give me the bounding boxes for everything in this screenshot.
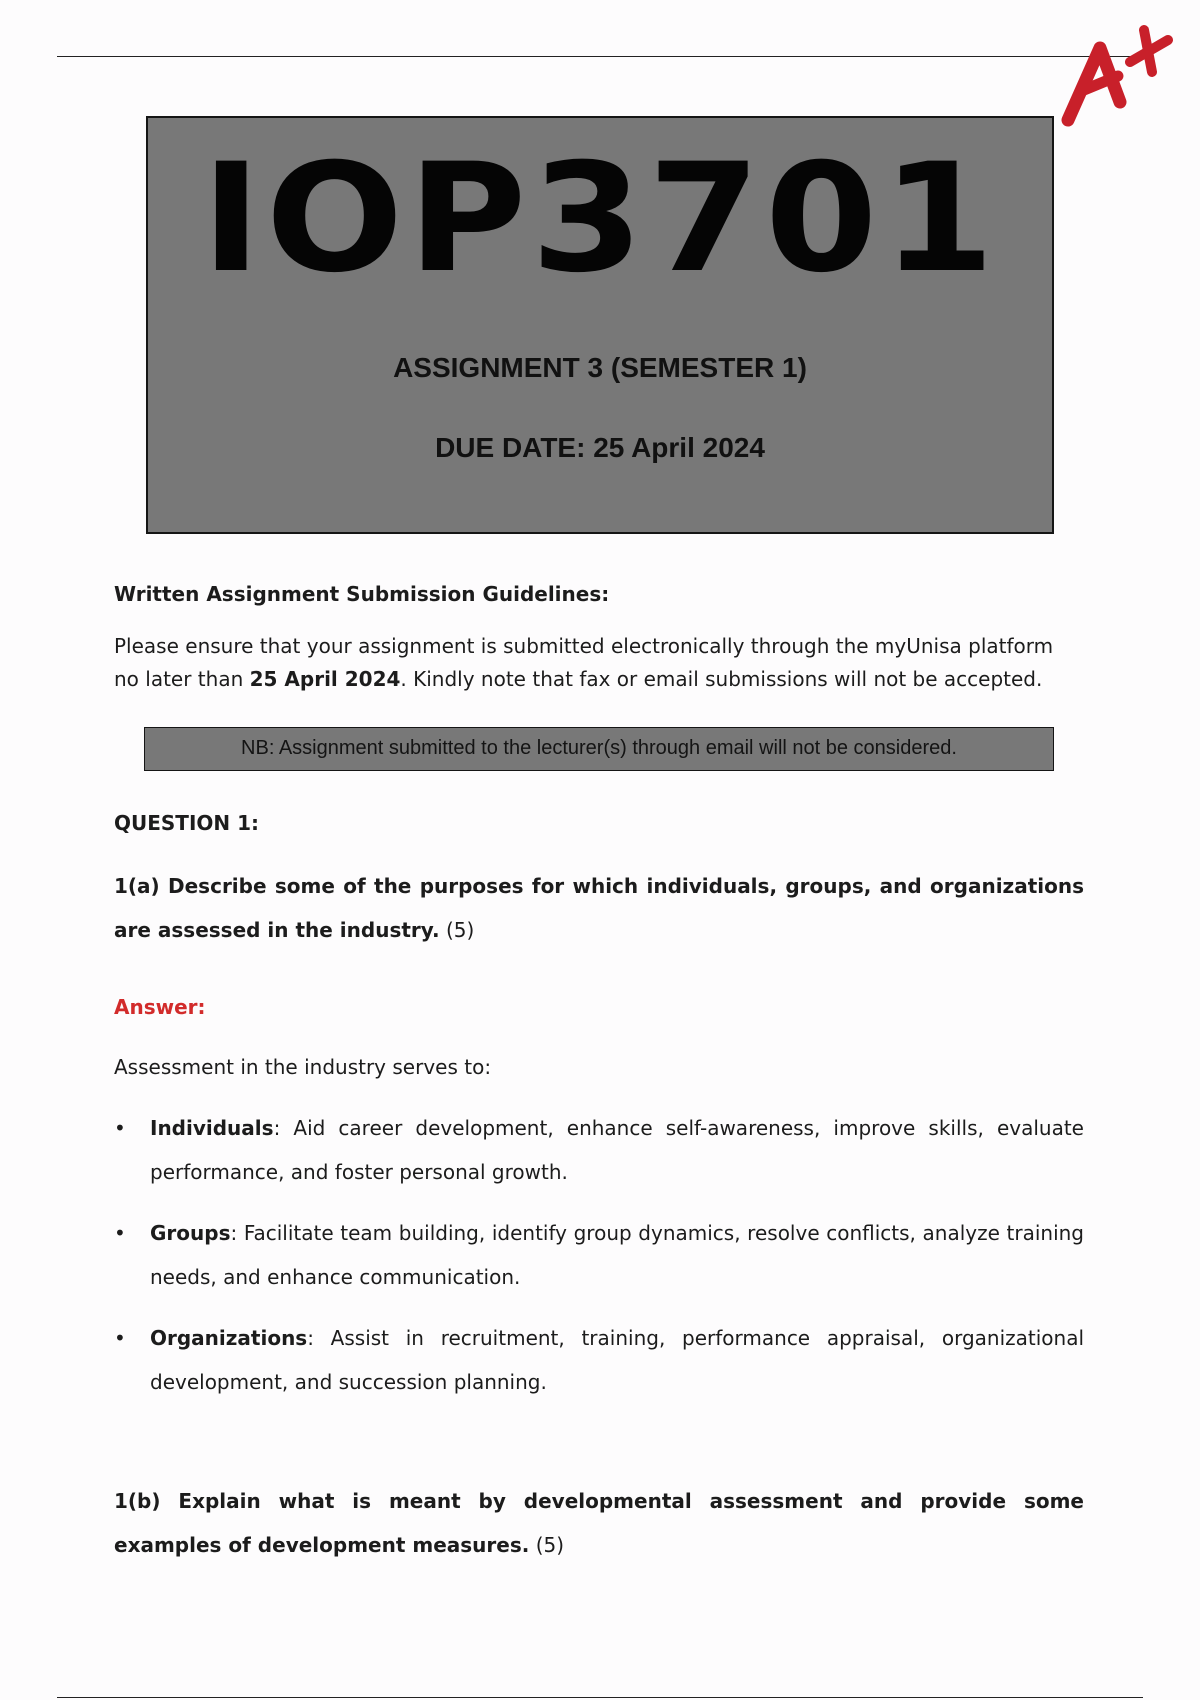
guidelines-heading: Written Assignment Submission Guidelines: (114, 582, 610, 606)
guidelines-body (114, 630, 1084, 696)
answer-label: Answer: (114, 995, 206, 1019)
question-1a-marks: (5) (445, 918, 475, 942)
list-item (114, 1106, 1084, 1194)
course-code: IOP3701 (201, 132, 999, 306)
answer-intro: Assessment in the industry serves to: (114, 1055, 492, 1079)
question-1a-text: 1(a) Describe some of the purposes for which individuals, groups, and organizations are assessed in the industry. (114, 874, 1084, 942)
bottom-rule (57, 1697, 1143, 1698)
question-1-heading: QUESTION 1: (114, 811, 260, 835)
bullet-marker: • (114, 1116, 126, 1140)
list-item (114, 1316, 1084, 1404)
bullet-text: : Facilitate team building, identify group dynamics, resolve conflicts, analyze training needs, and enhance communication. (150, 1221, 1084, 1289)
question-1b (114, 1479, 1084, 1567)
assignment-title: ASSIGNMENT 3 (SEMESTER 1) (393, 352, 807, 383)
guidelines-body-end: . Kindly note that fax or email submissions will not be accepted. (400, 667, 1043, 691)
bullet-term: Organizations (150, 1326, 308, 1350)
bullet-term: Groups (150, 1221, 231, 1245)
bullet-marker: • (114, 1326, 126, 1350)
bullet-text: : Assist in recruitment, training, performance appraisal, organizational development, and succession planning. (150, 1326, 1084, 1394)
bullet-term: Individuals (150, 1116, 274, 1140)
due-date: DUE DATE: 25 April 2024 (435, 432, 765, 463)
question-1b-marks: (5) (535, 1533, 565, 1557)
answer-bullet-list (114, 1106, 1084, 1421)
top-rule (57, 56, 1143, 57)
question-1a (114, 864, 1084, 952)
bullet-marker: • (114, 1221, 126, 1245)
guidelines-due-date: 25 April 2024 (249, 667, 401, 691)
bullet-text: : Aid career development, enhance self-awareness, improve skills, evaluate performance, and foster personal growth. (150, 1116, 1084, 1184)
list-item (114, 1211, 1084, 1299)
grade-stamp-a-plus-icon (1060, 22, 1180, 137)
cover-box (146, 116, 1054, 534)
guidelines-body-text: Please ensure that your assignment is submitted electronically through the myUnisa platform no later than (114, 634, 1054, 691)
nb-notice: NB: Assignment submitted to the lecturer(s) through email will not be considered. (144, 727, 1054, 771)
question-1b-text: 1(b) Explain what is meant by developmental assessment and provide some examples of development measures. (114, 1489, 1084, 1557)
